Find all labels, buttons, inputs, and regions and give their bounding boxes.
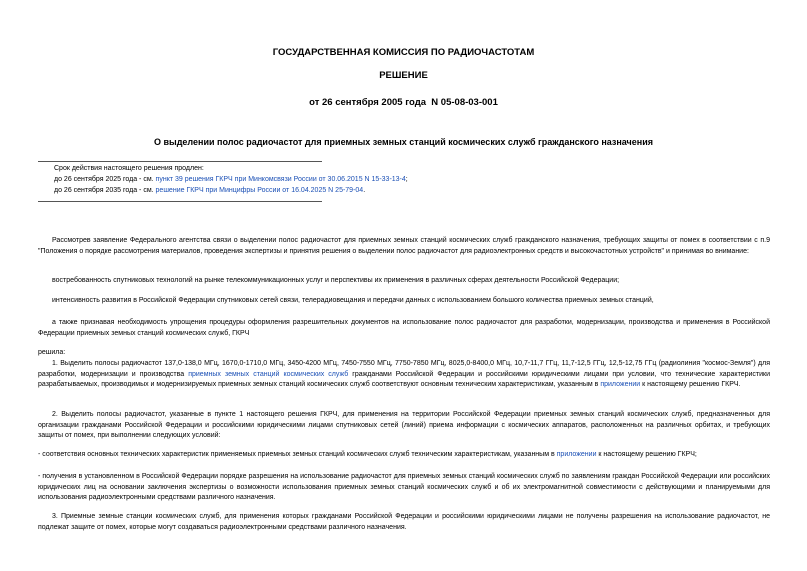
commission-heading: ГОСУДАРСТВЕННАЯ КОМИССИЯ ПО РАДИОЧАСТОТАМ: [272, 47, 535, 58]
link-gkrch-2015[interactable]: пункт 39 решения ГКРЧ при Минкомсвязи России от 30.06.2015 N 15-33-13-4: [155, 176, 406, 183]
condition-1-text-a: - соответствия основных технических характеристик применяемых приемных земных станций космических служб техническим характеристикам, указанным в: [38, 451, 557, 458]
point-1-text-c: к настоящему решению ГКРЧ.: [640, 381, 741, 388]
intro-paragraph: [38, 236, 770, 257]
validity-item-2035-prefix: до 26 сентября 2035 года - см.: [54, 187, 156, 194]
link-receiving-earth-stations[interactable]: приемных земных станций космических служб: [188, 370, 349, 378]
validity-item-2035: [54, 186, 365, 196]
consideration-2-text: интенсивность развития в Российской Федерации спутниковых сетей связи, телерадиовещания и передачи данных с использованием большого количества приемных земных станций,: [52, 297, 654, 304]
condition-1-text-b: к настоящему решению ГКРЧ;: [596, 451, 697, 458]
document-title: О выделении полос радиочастот для приемных земных станций космических служб гражданского назначения: [153, 137, 654, 147]
validity-item-2025-suffix: ;: [405, 176, 408, 183]
condition-2: [38, 472, 770, 504]
decided-label: решила:: [38, 349, 66, 356]
condition-1: [38, 450, 770, 461]
consideration-2: [38, 296, 770, 307]
consideration-1: [38, 276, 770, 287]
point-1: [38, 359, 770, 391]
point-3-text: 3. Приемные земные станции космических служб, для применения которых гражданами Российской Федерации и российскими юридическими лицами не получены разрешения на использование радиочастот, не подлежат защите от помех, которые могут создаваться радиоэлектронными средствами различного назначения.: [38, 513, 770, 531]
validity-bottom-rule: [38, 201, 322, 202]
validity-item-2025: [54, 175, 408, 185]
decision-date-number: от 26 сентября 2005 года N 05-08-03-001: [309, 97, 498, 108]
validity-item-2035-suffix: .: [363, 187, 366, 194]
condition-2-text: - получения в установленном в Российской Федерации порядке разрешения на использование радиочастот для приемных земных станций космических служб по заявлениям граждан Российской Федерации или российских юридических лиц на основании заключения экспертизы о возможности использования приемных земных станций космических служб и об их электромагнитной совместимости с действующими и планируемыми для использования радиоэлектронными средствами различного назначения.: [38, 473, 770, 501]
point-1-text-a: 1. Выделить полосы радиочастот 137,0-138,0 МГц, 1670,0-1710,0 МГц, 3450-4200 МГц, 7450-7550 МГц, 7750-7850 МГц, 8025,0-8400,0 МГц, 10,7-11,7 ГГц, 11,7-12,5 ГГц, 12,5-12,75 ГГц (радиолиния "космос-Земля") для разработки, модернизации и производства: [38, 360, 770, 378]
link-appendix-2[interactable]: приложении: [556, 451, 597, 458]
link-gkrch-2025[interactable]: решение ГКРЧ при Минцифры России от 16.04.2025 N 25-79-04: [155, 187, 364, 194]
consideration-1-text: востребованность спутниковых технологий на рынке телекоммуникационных услуг и перспективы их применения в различных сферах деятельности Российской Федерации;: [52, 277, 620, 284]
consideration-3: [38, 318, 770, 339]
validity-item-2025-prefix: до 26 сентября 2025 года - см.: [54, 176, 156, 183]
point-2: [38, 410, 770, 442]
point-3: [38, 512, 770, 533]
validity-label: Срок действия настоящего решения продлен:: [54, 165, 204, 172]
validity-top-rule: [38, 161, 322, 162]
intro-text: Рассмотрев заявление Федерального агентства связи о выделении полос радиочастот для приемных земных станций космических служб гражданского назначения, требующих защиты от помех в соответствии с п.9 "Положения о порядке рассмотрения материалов, проведения экспертизы и принятия решения о выделении полос радиочастот для радиоэлектронных средств и высокочастотных устройств" и принимая во внимание:: [38, 237, 770, 255]
link-appendix-1[interactable]: приложении: [600, 381, 641, 388]
decision-heading: РЕШЕНИЕ: [379, 70, 428, 81]
consideration-3-text: а также признавая необходимость упрощения процедуры оформления разрешительных документов на использование полос радиочастот для разработки, модернизации, производства и применения в Российской Федерации приемных земных станций космических служб, ГКРЧ: [38, 319, 770, 337]
point-2-text: 2. Выделить полосы радиочастот, указанные в пункте 1 настоящего решения ГКРЧ, для применения на территории Российской Федерации приемных земных станций космических служб, предназначенных для организации гражданами Российской Федерации и российскими юридическими лицами спутниковых сетей (линий) приема информации с космических аппаратов, расположенных на различных орбитах, и требующих защиты от помех, при выполнении следующих условий:: [38, 411, 770, 439]
point-1-text-b: гражданами Российской Федерации и российскими юридическими лицами при условии, что технические характеристики разрабатываемых, производимых и модернизируемых приемных земных станций космических служб соответствуют основным техническим характеристикам, указанным в: [38, 370, 770, 388]
